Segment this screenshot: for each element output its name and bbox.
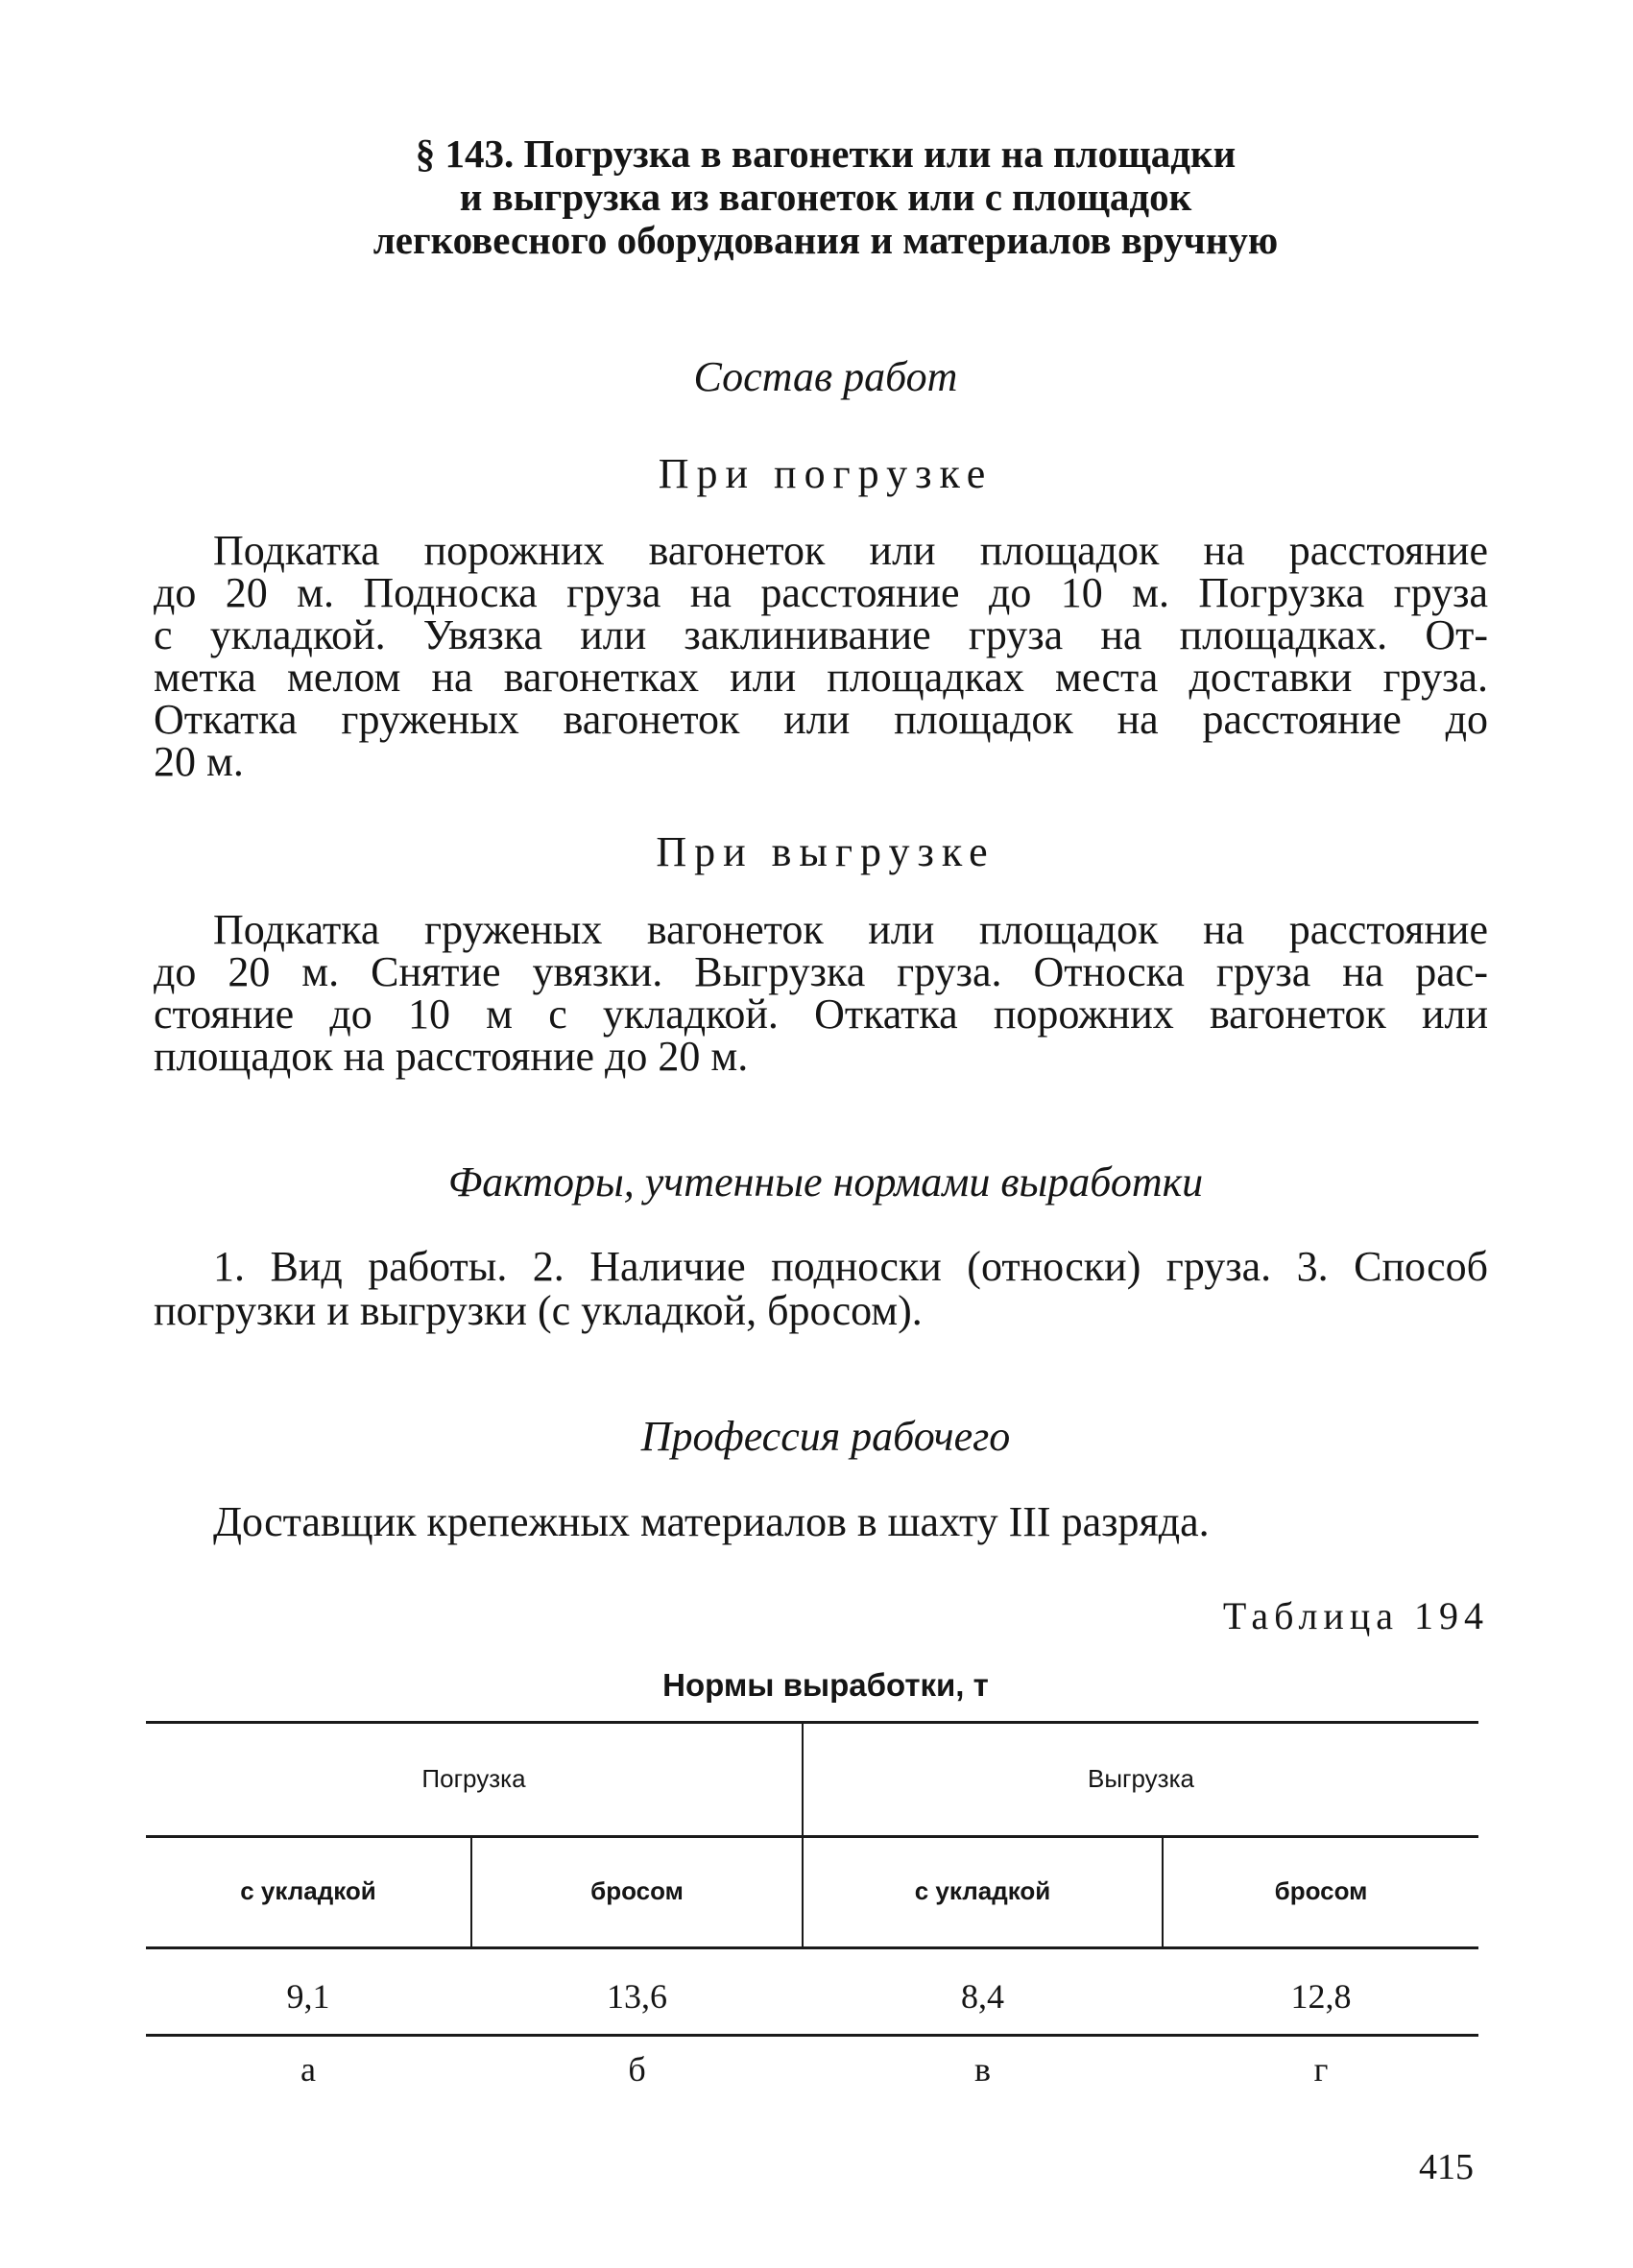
section-title-line-1: § 143. Погрузка в вагонетки или на площадки	[415, 131, 1237, 176]
table-value: 12,8	[1290, 1977, 1352, 2016]
table-column-letter: б	[628, 2050, 646, 2089]
table-value: 13,6	[607, 1977, 667, 2016]
unloading-text-line: до 20 м. Снятие увязки. Выгрузка груза. Относка груза на рас-	[154, 948, 1488, 995]
table-column-header: бросом	[590, 1876, 684, 1905]
loading-text-line: метка мелом на вагонетках или площадках места доставки груза.	[154, 654, 1488, 701]
composition-heading: Состав работ	[693, 353, 958, 400]
table-column-header: бросом	[1274, 1876, 1368, 1905]
profession-text: Доставщик крепежных материалов в шахту III разряда.	[213, 1498, 1210, 1545]
profession-heading: Профессия рабочего	[640, 1413, 1011, 1460]
table-caption: Таблица 194	[1222, 1594, 1489, 1637]
table-column-letter: в	[974, 2050, 991, 2089]
loading-text-line: 20 м.	[154, 738, 244, 785]
table-value: 8,4	[961, 1977, 1004, 2016]
table-title: Нормы выработки, т	[662, 1667, 989, 1703]
section-title	[154, 132, 1498, 262]
table-group-unloading: Выгрузка	[1087, 1764, 1194, 1793]
table-column-header: с укладкой	[914, 1876, 1051, 1905]
table-values-rule	[146, 2034, 1478, 2037]
page-number: 415	[1419, 2147, 1474, 2187]
loading-text-line: Подкатка порожних вагонеток или площадок на расстояние	[213, 527, 1488, 574]
unloading-text-line: стояние до 10 м с укладкой. Откатка порожних вагонеток или	[154, 991, 1488, 1038]
section-title-line-2: и выгрузка из вагонеток или с площадок	[459, 175, 1192, 219]
loading-text-line: Откатка груженых вагонеток или площадок на расстояние до	[154, 696, 1488, 743]
loading-text-line: с укладкой. Увязка или заклинивание груза на площадках. От-	[154, 611, 1488, 658]
table-top-rule	[146, 1721, 1478, 1724]
loading-heading: При погрузке	[658, 450, 994, 497]
unloading-heading: При выгрузке	[656, 828, 996, 875]
table-group-rule	[146, 1835, 1478, 1838]
loading-text-line: до 20 м. Подноска груза на расстояние до 10 м. Погрузка груза	[154, 569, 1488, 616]
table-group-loading: Погрузка	[421, 1764, 526, 1793]
table-header-rule	[146, 1946, 1478, 1949]
table-column-letter: а	[300, 2050, 316, 2089]
table-column-letter: г	[1313, 2050, 1329, 2089]
factors-text-line: погрузки и выгрузки (с укладкой, бросом).	[154, 1287, 923, 1334]
unloading-text-line: площадок на расстояние до 20 м.	[154, 1033, 749, 1080]
table-value: 9,1	[286, 1977, 330, 2016]
factors-heading: Факторы, учтенные нормами выработки	[447, 1158, 1204, 1206]
factors-text-line: 1. Вид работы. 2. Наличие подноски (относки) груза. 3. Способ	[213, 1243, 1488, 1290]
section-title-line-3: легковесного оборудования и материалов вручную	[372, 218, 1279, 262]
unloading-text-line: Подкатка груженых вагонеток или площадок на расстояние	[213, 906, 1488, 953]
table-column-header: с укладкой	[240, 1876, 376, 1905]
